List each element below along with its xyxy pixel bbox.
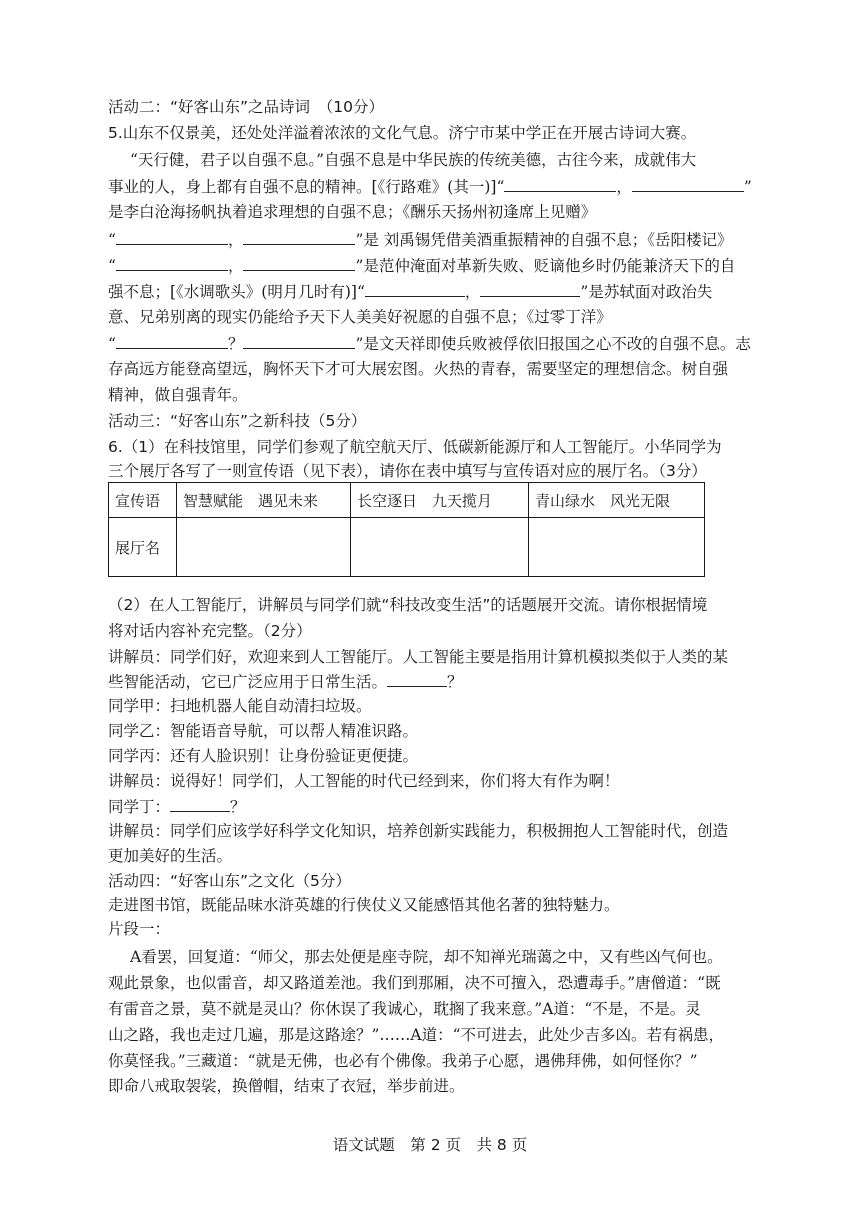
poem-paragraph-line: 事业的人，身上都有自强不息的精神。[《行路难》(其一)]“ ， ” [108, 175, 778, 198]
hall-name-answer-cell[interactable] [529, 518, 705, 577]
page-footer: 语文试题 第 2 页 共 8 页 [332, 1136, 528, 1154]
activity3-title: 活动三：“好客山东”之新科技（5分） [108, 412, 367, 430]
hall-name-answer-cell[interactable] [177, 518, 351, 577]
answer-blank[interactable] [116, 254, 228, 271]
hall-name-answer-cell[interactable] [351, 518, 529, 577]
question-5-intro: 5.山东不仅景美，还处处洋溢着浓浓的文化气息。济宁市某中学正在开展古诗词大赛。 [108, 124, 697, 142]
answer-blank[interactable] [365, 280, 465, 297]
dialogue-line: 同学乙：智能语音导航，可以帮人精准识路。 [108, 722, 419, 740]
excerpt-line: 你莫怪我。”三藏道：“就是无佛，也必有个佛像。我弟子心愿，遇佛拜佛，如何怪你？” [108, 1052, 698, 1070]
poem-paragraph-line: “天行健，君子以自强不息。”自强不息是中华民族的传统美德，古往今来，成就伟大 [130, 151, 697, 169]
poem-paragraph-line: “ ？ ”是文天祥即使兵败被俘依旧报国之心不改的自强不息。志 [108, 332, 778, 355]
answer-blank[interactable] [480, 280, 580, 297]
answer-blank[interactable] [243, 254, 355, 271]
answer-blank[interactable] [116, 228, 228, 245]
question-6-2-line: 将对话内容补充完整。（2分） [108, 622, 312, 640]
answer-blank[interactable] [504, 175, 616, 192]
table-row-header: 展厅名 [109, 518, 177, 577]
dialogue-line: 同学丁： ？ [108, 795, 778, 818]
activity4-intro: 走进图书馆，既能品味水浒英雄的行侠仗义又能感悟其他名著的独特魅力。 [108, 896, 620, 914]
poem-paragraph-line: 存高远方能登高望远，胸怀天下才可大展宏图。火热的青春，需要坚定的理想信念。树自强 [108, 360, 729, 378]
activity4-title: 活动四：“好客山东”之文化（5分） [108, 872, 351, 890]
answer-blank[interactable] [243, 228, 355, 245]
answer-blank[interactable] [243, 332, 355, 349]
poem-paragraph-line: “ ， ”是范仲淹面对革新失败、贬谪他乡时仍能兼济天下的自 [108, 254, 778, 277]
poem-paragraph-line: 意、兄弟别离的现实仍能给予天下人美美好祝愿的自强不息；《过零丁洋》 [108, 308, 612, 326]
slogan-cell: 长空逐日 九天揽月 [351, 483, 529, 518]
question-6-1-line: 6.（1）在科技馆里，同学们参观了航空航天厅、低碳新能源厅和人工智能厅。小华同学为 [108, 438, 722, 456]
dialogue-line: 讲解员：同学们应该学好科学文化知识，培养创新实践能力，积极拥抱人工智能时代，创造 [108, 822, 729, 840]
excerpt-line: 观此景象，也似雷音，却又路道差池。我们到那厢，决不可擅入，恐遭毒手。”唐僧道：“既 [108, 974, 721, 992]
poem-paragraph-line: 精神，做自强青年。 [108, 386, 248, 404]
excerpt-line: 有雷音之景，莫不就是灵山？你休误了我诚心，耽搁了我来意。”A道：“不是，不是。灵 [108, 1000, 701, 1018]
excerpt-line: A看罢，回复道：“师父，那去处便是座寺院，却不知禅光瑞蔼之中，又有些凶气何也。 [130, 948, 723, 966]
table-row-header: 宣传语 [109, 483, 177, 518]
answer-blank[interactable] [387, 670, 447, 687]
promo-table [108, 482, 705, 577]
dialogue-line: 同学甲：扫地机器人能自动清扫垃圾。 [108, 697, 372, 715]
dialogue-line: 些智能活动，它已广泛应用于日常生活。 ？ [108, 670, 778, 693]
hall-name-row [109, 518, 705, 577]
answer-blank[interactable] [170, 795, 230, 812]
answer-blank[interactable] [116, 332, 228, 349]
poem-paragraph-line: “ ， ”是 刘禹锡凭借美酒重振精神的自强不息；《岳阳楼记》 [108, 228, 778, 251]
question-6-2-line: （2）在人工智能厅，讲解员与同学们就“科技改变生活”的话题展开交流。请你根据情境 [108, 596, 708, 614]
poem-paragraph-line: 是李白沧海扬帆执着追求理想的自强不息；《酬乐天扬州初逢席上见赠》 [108, 203, 597, 221]
dialogue-line: 讲解员：说得好！同学们，人工智能的时代已经到来，你们将大有作为啊！ [108, 772, 620, 790]
question-6-1-line: 三个展厅各写了一则宣传语（见下表），请你在表中填写与宣传语对应的展厅名。（3分） [108, 462, 707, 480]
dialogue-line: 更加美好的生活。 [108, 847, 233, 865]
answer-blank[interactable] [632, 175, 744, 192]
slogan-cell: 智慧赋能 遇见未来 [177, 483, 351, 518]
fragment-label: 片段一： [108, 920, 171, 938]
excerpt-line: 即命八戒取袈裟，换僧帽，结束了衣冠，举步前进。 [108, 1077, 465, 1095]
poem-paragraph-line: 强不息；[《水调歌头》(明月几时有)]“ ， ”是苏轼面对政治失 [108, 280, 778, 303]
excerpt-line: 山之路，我也走过几遍，那是这路途？”……A道：“不可进去，此处少吉多凶。若有祸患， [108, 1026, 725, 1044]
dialogue-line: 讲解员：同学们好，欢迎来到人工智能厅。人工智能主要是指用计算机模拟类似于人类的某 [108, 648, 729, 666]
activity2-title: 活动二：“好客山东”之品诗词 （10分） [108, 98, 385, 116]
slogan-cell: 青山绿水 风光无限 [529, 483, 705, 518]
dialogue-line: 同学丙：还有人脸识别！让身份验证更便捷。 [108, 747, 419, 765]
slogan-row [109, 483, 705, 518]
